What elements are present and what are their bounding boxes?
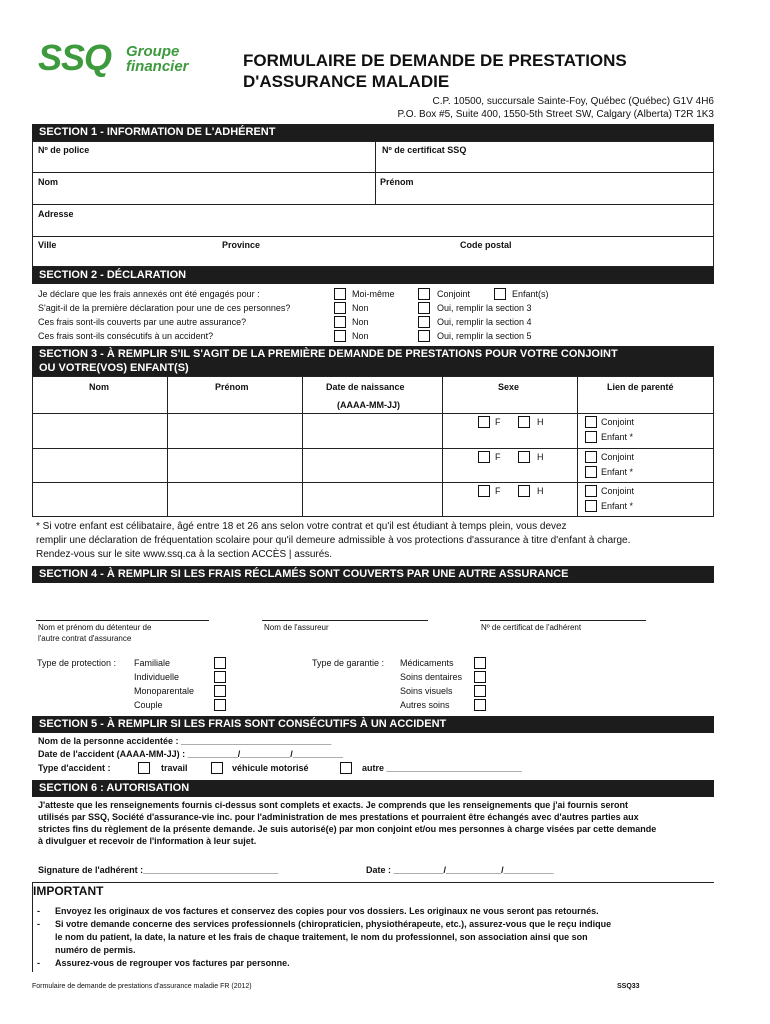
important-b3: Assurez-vous de regrouper vos factures par personne. bbox=[55, 958, 290, 968]
s6-line1: J'atteste que les renseignements fournis ci-dessus sont complets et exacts. Je comprends que les renseignements que j'ai fournis seront bbox=[38, 800, 628, 810]
divider bbox=[442, 376, 443, 517]
visuels-checkbox[interactable] bbox=[474, 685, 486, 697]
holder-label-line1: Nom et prénom du détenteur de bbox=[38, 623, 152, 632]
row3-h-checkbox[interactable] bbox=[518, 485, 530, 497]
gar-autres: Autres soins bbox=[400, 700, 450, 710]
f-label: F bbox=[495, 417, 501, 427]
bullet-dash: - bbox=[37, 919, 40, 929]
moi-meme-checkbox[interactable] bbox=[334, 288, 346, 300]
title-line2: D'ASSURANCE MALADIE bbox=[243, 72, 450, 91]
province-label: Province bbox=[222, 240, 261, 250]
accident-name-field[interactable]: Nom de la personne accidentée : ______________________________ bbox=[38, 736, 332, 746]
q4-oui-checkbox[interactable] bbox=[418, 330, 430, 342]
holder-line bbox=[36, 620, 209, 621]
conjoint-checkbox[interactable] bbox=[418, 288, 430, 300]
nom-label: Nom bbox=[38, 177, 58, 187]
conjoint-label: Conjoint bbox=[601, 452, 635, 462]
row2-h-checkbox[interactable] bbox=[518, 451, 530, 463]
medicaments-checkbox[interactable] bbox=[474, 657, 486, 669]
insurer-label: Nom de l'assureur bbox=[264, 623, 329, 632]
important-b2-line1: Si votre demande concerne des services professionnels (chiropraticien, physiothérapeute, etc.), assurez-vous que le reçu indique bbox=[55, 919, 612, 929]
h-label: H bbox=[537, 417, 544, 427]
gar-medicaments: Médicaments bbox=[400, 658, 454, 668]
autre-checkbox[interactable] bbox=[340, 762, 352, 774]
form-title bbox=[243, 50, 683, 92]
q2-non-label: Non bbox=[352, 303, 369, 313]
q3-oui-checkbox[interactable] bbox=[418, 316, 430, 328]
row1-enfant-checkbox[interactable] bbox=[585, 431, 597, 443]
row3-conjoint-checkbox[interactable] bbox=[585, 485, 597, 497]
enfant-label: Enfant * bbox=[601, 501, 634, 511]
signature-field[interactable]: Signature de l'adhérent :___________________________ bbox=[38, 865, 279, 875]
q2-oui-label: Oui, remplir la section 3 bbox=[437, 303, 532, 313]
code-postal-label: Code postal bbox=[460, 240, 512, 250]
section3-header bbox=[32, 346, 714, 376]
col-date: Date de naissance bbox=[326, 382, 405, 392]
couple-checkbox[interactable] bbox=[214, 699, 226, 711]
footer-left: Formulaire de demande de prestations d'assurance maladie FR (2012) bbox=[32, 983, 252, 990]
individuelle-checkbox[interactable] bbox=[214, 671, 226, 683]
address-line2: P.O. Box #5, Suite 400, 1550-5th Street SW, Calgary (Alberta) T2R 1K3 bbox=[397, 109, 714, 120]
garantie-label: Type de garantie : bbox=[312, 658, 385, 668]
col-sexe: Sexe bbox=[498, 382, 520, 392]
h-label: H bbox=[537, 452, 544, 462]
q3-oui-label: Oui, remplir la section 4 bbox=[437, 317, 532, 327]
s3-note-line2: remplir une déclaration de fréquentation scolaire pour qu'il demeure admissible à vos protections d'assurance à titre d'enfant à charge. bbox=[36, 535, 631, 546]
q2-oui-checkbox[interactable] bbox=[418, 302, 430, 314]
f-label: F bbox=[495, 486, 501, 496]
s2-q3: Ces frais sont-ils couverts par une autre assurance? bbox=[38, 317, 247, 327]
autre-field[interactable]: autre ___________________________ bbox=[362, 763, 522, 773]
row2-f-checkbox[interactable] bbox=[478, 451, 490, 463]
bullet-dash: - bbox=[37, 958, 40, 968]
section2-header: SECTION 2 - DÉCLARATION bbox=[32, 267, 714, 284]
q3-non-checkbox[interactable] bbox=[334, 316, 346, 328]
logo-text bbox=[126, 44, 189, 74]
accident-date-field[interactable]: Date de l'accident (AAAA-MM-JJ) : __________/__________/__________ bbox=[38, 749, 343, 759]
travail-checkbox[interactable] bbox=[138, 762, 150, 774]
gar-dentaires: Soins dentaires bbox=[400, 672, 463, 682]
adresse-label: Adresse bbox=[38, 209, 74, 219]
conjoint-label: Conjoint bbox=[601, 417, 635, 427]
logo-line1: Groupe bbox=[126, 43, 180, 60]
s2-q1: Je déclare que les frais annexés ont été engagés pour : bbox=[38, 289, 260, 299]
divider bbox=[32, 448, 714, 449]
cert-line bbox=[480, 620, 646, 621]
important-b2-line3: numéro de permis. bbox=[55, 945, 136, 955]
col-lien: Lien de parenté bbox=[607, 382, 674, 392]
row3-f-checkbox[interactable] bbox=[478, 485, 490, 497]
cert-label: Nº de certificat de l'adhérent bbox=[481, 623, 582, 632]
divider bbox=[375, 141, 376, 204]
vehicule-checkbox[interactable] bbox=[211, 762, 223, 774]
enfant-label: Enfant * bbox=[601, 467, 634, 477]
address-line1: C.P. 10500, succursale Sainte-Foy, Québec (Québec) G1V 4H6 bbox=[432, 96, 714, 107]
section5-header: SECTION 5 - À REMPLIR SI LES FRAIS SONT CONSÉCUTIFS À UN ACCIDENT bbox=[32, 716, 714, 733]
important-b2-line2: le nom du patient, la date, la nature et les frais de chaque traitement, le nom du professionnel, son association ainsi que son bbox=[55, 932, 588, 942]
q2-non-checkbox[interactable] bbox=[334, 302, 346, 314]
divider bbox=[32, 236, 714, 237]
q4-non-checkbox[interactable] bbox=[334, 330, 346, 342]
prenom-label: Prénom bbox=[380, 177, 414, 187]
divider bbox=[32, 482, 714, 483]
q4-oui-label: Oui, remplir la section 5 bbox=[437, 331, 532, 341]
row1-conjoint-checkbox[interactable] bbox=[585, 416, 597, 428]
s6-line2: utilisés par SSQ, Société d'assurance-vie inc. pour l'administration de mes prestations et pourraient être échangés avec d'autres parties aux bbox=[38, 812, 639, 822]
familiale-checkbox[interactable] bbox=[214, 657, 226, 669]
accident-type-label: Type d'accident : bbox=[38, 763, 111, 773]
monoparentale-checkbox[interactable] bbox=[214, 685, 226, 697]
section6-header: SECTION 6 : AUTORISATION bbox=[32, 780, 714, 797]
enfants-checkbox[interactable] bbox=[494, 288, 506, 300]
s2-q2: S'agit-il de la première déclaration pour une de ces personnes? bbox=[38, 303, 291, 313]
row3-enfant-checkbox[interactable] bbox=[585, 500, 597, 512]
divider bbox=[302, 376, 303, 517]
s3-title-line1: SECTION 3 - À REMPLIR S'IL S'AGIT DE LA PREMIÈRE DEMANDE DE PRESTATIONS POUR VOTRE CONJOINT bbox=[39, 348, 618, 360]
conjoint-label: Conjoint bbox=[601, 486, 635, 496]
section4-header: SECTION 4 - À REMPLIR SI LES FRAIS RÉCLAMÉS SONT COUVERTS PAR UNE AUTRE ASSURANCE bbox=[32, 566, 714, 583]
s3-note-line1: * Si votre enfant est célibataire, âgé entre 18 et 26 ans selon votre contrat et qu'il est étudiant à temps plein, vous devez bbox=[36, 521, 567, 532]
s3-title-line2: OU VOTRE(VOS) ENFANT(S) bbox=[39, 362, 189, 374]
important-title: IMPORTANT bbox=[33, 884, 104, 898]
h-label: H bbox=[537, 486, 544, 496]
q4-non-label: Non bbox=[352, 331, 369, 341]
signature-date-field[interactable]: Date : __________/___________/__________ bbox=[366, 865, 554, 875]
vehicule-label: véhicule motorisé bbox=[232, 763, 309, 773]
insurer-line bbox=[262, 620, 428, 621]
divider bbox=[32, 172, 714, 173]
divider bbox=[577, 376, 578, 517]
s6-line4: à divulguer et recevoir de l'information à leur sujet. bbox=[38, 836, 257, 846]
divider bbox=[167, 376, 168, 517]
enfants-label: Enfant(s) bbox=[512, 289, 549, 299]
col-date-format: (AAAA-MM-JJ) bbox=[337, 400, 400, 410]
important-b1: Envoyez les originaux de vos factures et conservez des copies pour vos dossiers. Les originaux ne vous seront pas retournés. bbox=[55, 906, 599, 916]
prot-monoparentale: Monoparentale bbox=[134, 686, 195, 696]
logo-line2: financier bbox=[126, 58, 189, 75]
bullet-dash: - bbox=[37, 906, 40, 916]
q3-non-label: Non bbox=[352, 317, 369, 327]
row1-h-checkbox[interactable] bbox=[518, 416, 530, 428]
s6-line3: strictes fins du règlement de la présente demande. Je suis autorisé(e) par mon conjoint et/ou mes personnes à charge visées par cette demande bbox=[38, 824, 657, 834]
prot-couple: Couple bbox=[134, 700, 163, 710]
section1-header: SECTION 1 - INFORMATION DE L'ADHÉRENT bbox=[32, 124, 714, 141]
col-prenom: Prénom bbox=[215, 382, 249, 392]
s3-note-line3: Rendez-vous sur le site www.ssq.ca à la section ACCÈS | assurés. bbox=[36, 549, 333, 560]
autres-checkbox[interactable] bbox=[474, 699, 486, 711]
dentaires-checkbox[interactable] bbox=[474, 671, 486, 683]
travail-label: travail bbox=[161, 763, 188, 773]
col-nom: Nom bbox=[89, 382, 109, 392]
row2-conjoint-checkbox[interactable] bbox=[585, 451, 597, 463]
certificat-label: Nº de certificat SSQ bbox=[382, 145, 467, 155]
row1-f-checkbox[interactable] bbox=[478, 416, 490, 428]
title-line1: FORMULAIRE DE DEMANDE DE PRESTATIONS bbox=[243, 51, 627, 70]
s2-q4: Ces frais sont-ils consécutifs à un accident? bbox=[38, 331, 214, 341]
police-label: Nº de police bbox=[38, 145, 90, 155]
prot-familiale: Familiale bbox=[134, 658, 171, 668]
divider bbox=[32, 413, 714, 414]
row2-enfant-checkbox[interactable] bbox=[585, 466, 597, 478]
logo-mark: SSQ bbox=[38, 37, 112, 78]
enfant-label: Enfant * bbox=[601, 432, 634, 442]
f-label: F bbox=[495, 452, 501, 462]
footer-code: SSQ33 bbox=[617, 983, 640, 990]
gar-visuels: Soins visuels bbox=[400, 686, 453, 696]
conjoint-label: Conjoint bbox=[437, 289, 471, 299]
prot-individuelle: Individuelle bbox=[134, 672, 180, 682]
holder-label-line2: l'autre contrat d'assurance bbox=[38, 634, 132, 643]
divider bbox=[32, 204, 714, 205]
protection-label: Type de protection : bbox=[37, 658, 117, 668]
ville-label: Ville bbox=[38, 240, 57, 250]
moi-meme-label: Moi-même bbox=[352, 289, 395, 299]
